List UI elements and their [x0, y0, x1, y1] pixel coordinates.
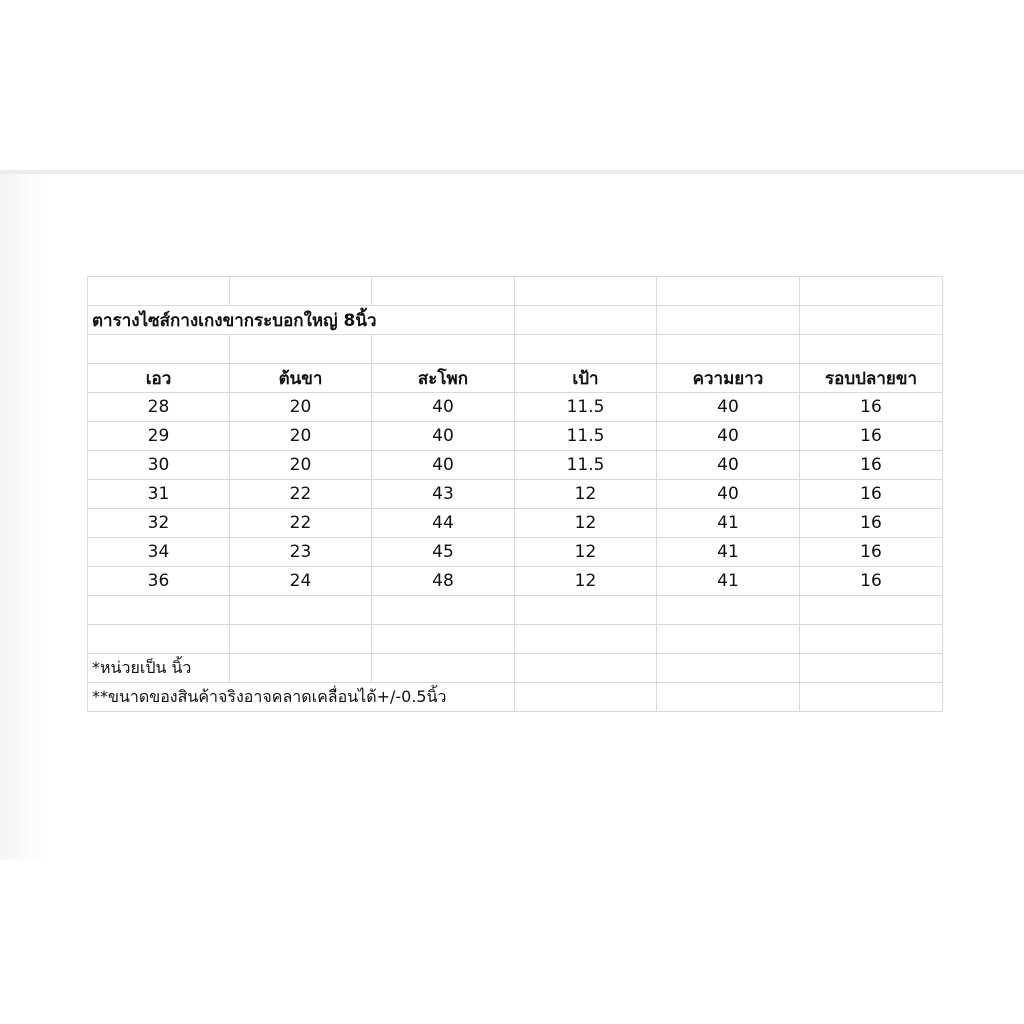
- header-waist: เอว: [88, 364, 230, 393]
- empty-cell: [88, 596, 230, 625]
- unit-note: *หน่วยเป็น นิ้ว: [88, 654, 230, 683]
- cell-thigh: 22: [230, 509, 372, 538]
- cell-length: 40: [657, 422, 800, 451]
- cell-leg-opening: 16: [800, 451, 943, 480]
- header-rise: เป้า: [515, 364, 657, 393]
- empty-cell: [657, 306, 800, 335]
- cell-rise: 12: [515, 509, 657, 538]
- cell-leg-opening: 16: [800, 509, 943, 538]
- empty-cell: [230, 596, 372, 625]
- empty-cell: [657, 335, 800, 364]
- empty-row: [88, 335, 943, 364]
- cell-leg-opening: 16: [800, 480, 943, 509]
- empty-cell: [657, 683, 800, 712]
- cell-leg-opening: 16: [800, 538, 943, 567]
- table-row: [88, 393, 943, 422]
- cell-hip: 48: [372, 567, 515, 596]
- cell-rise: 11.5: [515, 451, 657, 480]
- size-chart-sheet: [87, 276, 942, 727]
- cell-rise: 12: [515, 567, 657, 596]
- cell-length: 41: [657, 538, 800, 567]
- cell-length: 41: [657, 509, 800, 538]
- cell-rise: 11.5: [515, 393, 657, 422]
- empty-cell: [372, 654, 515, 683]
- cell-waist: 30: [88, 451, 230, 480]
- cell-leg-opening: 16: [800, 567, 943, 596]
- empty-cell: [657, 654, 800, 683]
- band-shade: [0, 174, 48, 860]
- size-chart-table: [87, 276, 943, 712]
- cell-waist: 31: [88, 480, 230, 509]
- cell-hip: 43: [372, 480, 515, 509]
- empty-cell: [515, 654, 657, 683]
- table-row: [88, 451, 943, 480]
- empty-cell: [230, 277, 372, 306]
- cell-thigh: 20: [230, 393, 372, 422]
- empty-cell: [515, 306, 657, 335]
- header-thigh: ต้นขา: [230, 364, 372, 393]
- chart-title: ตารางไซส์กางเกงขากระบอกใหญ่ 8นิ้ว: [88, 306, 515, 335]
- table-row: [88, 480, 943, 509]
- empty-cell: [657, 277, 800, 306]
- note-row: [88, 683, 943, 712]
- empty-cell: [372, 277, 515, 306]
- empty-cell: [372, 625, 515, 654]
- cell-waist: 32: [88, 509, 230, 538]
- cell-leg-opening: 16: [800, 393, 943, 422]
- cell-thigh: 24: [230, 567, 372, 596]
- empty-row: [88, 596, 943, 625]
- empty-cell: [800, 306, 943, 335]
- table-row: [88, 538, 943, 567]
- table-row: [88, 509, 943, 538]
- cell-rise: 12: [515, 538, 657, 567]
- empty-cell: [800, 625, 943, 654]
- header-length: ความยาว: [657, 364, 800, 393]
- empty-cell: [515, 625, 657, 654]
- empty-cell: [372, 596, 515, 625]
- cell-thigh: 20: [230, 451, 372, 480]
- cell-waist: 29: [88, 422, 230, 451]
- empty-cell: [230, 335, 372, 364]
- table-row: [88, 567, 943, 596]
- empty-cell: [515, 335, 657, 364]
- cell-leg-opening: 16: [800, 422, 943, 451]
- cell-rise: 12: [515, 480, 657, 509]
- cell-hip: 45: [372, 538, 515, 567]
- cell-length: 41: [657, 567, 800, 596]
- cell-waist: 34: [88, 538, 230, 567]
- empty-row: [88, 625, 943, 654]
- cell-waist: 36: [88, 567, 230, 596]
- empty-row: [88, 277, 943, 306]
- empty-cell: [88, 335, 230, 364]
- empty-cell: [800, 683, 943, 712]
- cell-thigh: 22: [230, 480, 372, 509]
- empty-cell: [88, 277, 230, 306]
- cell-hip: 40: [372, 422, 515, 451]
- cell-length: 40: [657, 451, 800, 480]
- cell-rise: 11.5: [515, 422, 657, 451]
- empty-cell: [372, 335, 515, 364]
- cell-length: 40: [657, 480, 800, 509]
- title-row: [88, 306, 943, 335]
- cell-hip: 40: [372, 451, 515, 480]
- cell-hip: 40: [372, 393, 515, 422]
- empty-cell: [515, 683, 657, 712]
- cell-thigh: 23: [230, 538, 372, 567]
- header-hip: สะโพก: [372, 364, 515, 393]
- tolerance-note: **ขนาดของสินค้าจริงอาจคลาดเคลื่อนได้+/-0.5นิ้ว: [88, 683, 515, 712]
- header-leg-opening: รอบปลายขา: [800, 364, 943, 393]
- empty-cell: [88, 625, 230, 654]
- empty-cell: [230, 625, 372, 654]
- table-row: [88, 422, 943, 451]
- empty-cell: [657, 596, 800, 625]
- cell-waist: 28: [88, 393, 230, 422]
- empty-cell: [800, 335, 943, 364]
- cell-thigh: 20: [230, 422, 372, 451]
- empty-cell: [515, 277, 657, 306]
- empty-cell: [800, 596, 943, 625]
- empty-cell: [800, 654, 943, 683]
- cell-hip: 44: [372, 509, 515, 538]
- cell-length: 40: [657, 393, 800, 422]
- empty-cell: [657, 625, 800, 654]
- note-row: [88, 654, 943, 683]
- empty-cell: [515, 596, 657, 625]
- empty-cell: [800, 277, 943, 306]
- empty-cell: [230, 654, 372, 683]
- header-row: [88, 364, 943, 393]
